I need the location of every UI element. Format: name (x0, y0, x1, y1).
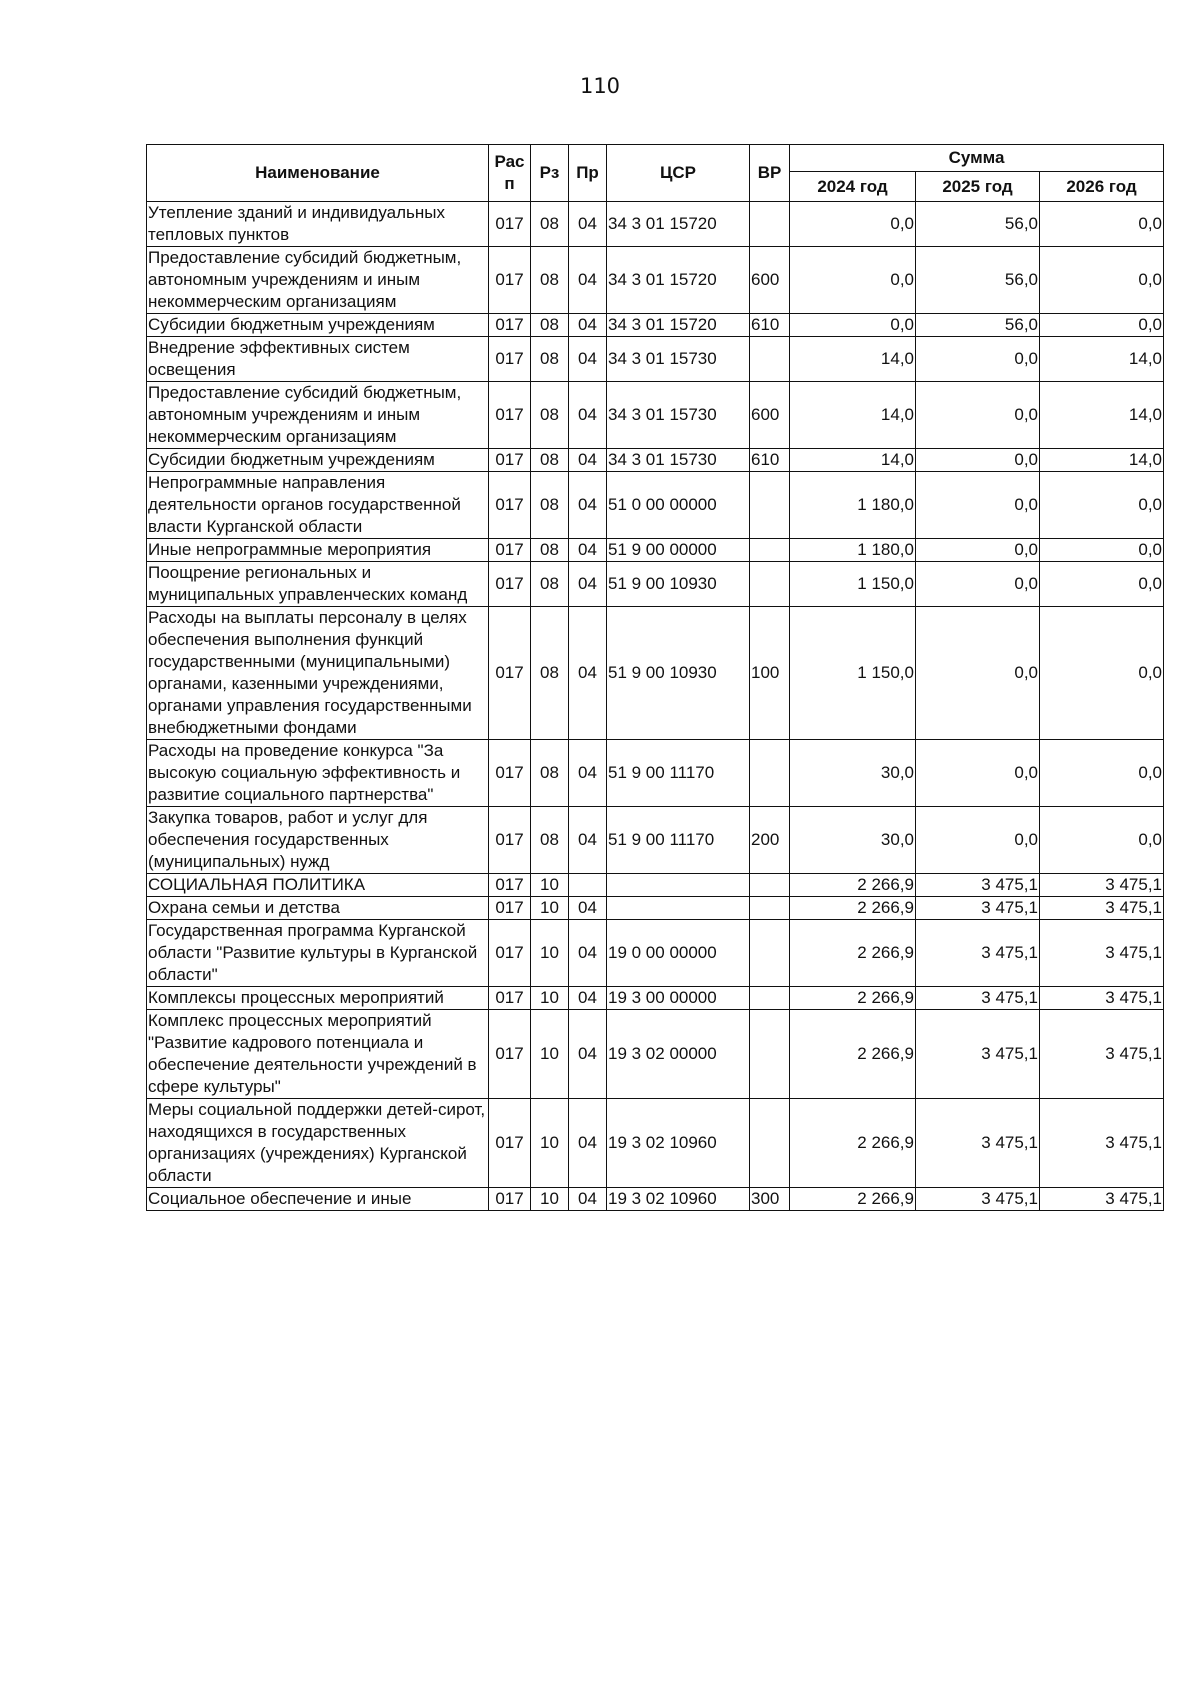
cell-rz: 08 (531, 247, 569, 314)
cell-pr: 04 (569, 897, 607, 920)
cell-2025: 3 475,1 (916, 1188, 1040, 1211)
budget-table (146, 144, 1164, 1211)
cell-2024: 2 266,9 (790, 987, 916, 1010)
page-number: 110 (579, 74, 621, 98)
cell-2024: 2 266,9 (790, 897, 916, 920)
table-row (147, 314, 1164, 337)
cell-rz: 10 (531, 874, 569, 897)
cell-csr: 51 9 00 10930 (607, 562, 750, 607)
cell-2024: 0,0 (790, 314, 916, 337)
cell-pr: 04 (569, 1099, 607, 1188)
header-pr: Пр (569, 145, 607, 202)
table-row (147, 897, 1164, 920)
cell-pr: 04 (569, 382, 607, 449)
cell-2024: 14,0 (790, 449, 916, 472)
cell-csr: 19 3 02 10960 (607, 1099, 750, 1188)
cell-2025: 56,0 (916, 202, 1040, 247)
cell-name: Предоставление субсидий бюджетным, автономным учреждениям и иным некоммерческим организациям (147, 382, 489, 449)
header-vr: ВР (750, 145, 790, 202)
cell-2024: 0,0 (790, 202, 916, 247)
cell-2025: 3 475,1 (916, 987, 1040, 1010)
cell-2025: 0,0 (916, 607, 1040, 740)
cell-rz: 10 (531, 920, 569, 987)
cell-2025: 0,0 (916, 740, 1040, 807)
cell-csr: 34 3 01 15720 (607, 247, 750, 314)
cell-pr: 04 (569, 1010, 607, 1099)
cell-pr: 04 (569, 920, 607, 987)
cell-2026: 3 475,1 (1040, 987, 1164, 1010)
header-year-2026: 2026 год (1040, 172, 1164, 202)
table-row (147, 1010, 1164, 1099)
cell-csr (607, 874, 750, 897)
cell-rasp: 017 (489, 539, 531, 562)
cell-name: Субсидии бюджетным учреждениям (147, 449, 489, 472)
cell-2024: 2 266,9 (790, 1099, 916, 1188)
cell-vr (750, 539, 790, 562)
cell-rasp: 017 (489, 897, 531, 920)
cell-rasp: 017 (489, 874, 531, 897)
cell-pr: 04 (569, 314, 607, 337)
cell-2026: 0,0 (1040, 807, 1164, 874)
cell-2026: 0,0 (1040, 562, 1164, 607)
cell-rz: 10 (531, 1188, 569, 1211)
cell-rz: 08 (531, 807, 569, 874)
cell-vr: 200 (750, 807, 790, 874)
cell-2026: 0,0 (1040, 539, 1164, 562)
table-row (147, 874, 1164, 897)
cell-2025: 3 475,1 (916, 920, 1040, 987)
cell-name: Расходы на проведение конкурса "За высокую социальную эффективность и развитие социального партнерства" (147, 740, 489, 807)
cell-vr (750, 202, 790, 247)
cell-csr: 51 0 00 00000 (607, 472, 750, 539)
cell-vr (750, 1099, 790, 1188)
cell-2024: 0,0 (790, 247, 916, 314)
cell-rasp: 017 (489, 920, 531, 987)
table-row (147, 562, 1164, 607)
cell-csr: 19 3 02 00000 (607, 1010, 750, 1099)
cell-rasp: 017 (489, 382, 531, 449)
cell-2024: 30,0 (790, 740, 916, 807)
cell-2025: 0,0 (916, 472, 1040, 539)
cell-vr (750, 472, 790, 539)
cell-2024: 14,0 (790, 382, 916, 449)
cell-rasp: 017 (489, 1188, 531, 1211)
cell-rasp: 017 (489, 247, 531, 314)
cell-vr (750, 920, 790, 987)
cell-pr: 04 (569, 1188, 607, 1211)
cell-csr: 34 3 01 15720 (607, 202, 750, 247)
table-row (147, 337, 1164, 382)
cell-pr: 04 (569, 740, 607, 807)
table-row (147, 1188, 1164, 1211)
cell-vr (750, 987, 790, 1010)
cell-name: Социальное обеспечение и иные (147, 1188, 489, 1211)
header-name: Наименование (147, 145, 489, 202)
cell-vr (750, 337, 790, 382)
cell-csr: 34 3 01 15720 (607, 314, 750, 337)
table-row (147, 382, 1164, 449)
cell-rz: 08 (531, 449, 569, 472)
cell-csr: 19 3 02 10960 (607, 1188, 750, 1211)
cell-name: Расходы на выплаты персоналу в целях обеспечения выполнения функций государственными (муниципальными) органами, казенными учреждениями, органами управления государственными внебюджетными фондами (147, 607, 489, 740)
cell-csr: 34 3 01 15730 (607, 337, 750, 382)
cell-2026: 3 475,1 (1040, 874, 1164, 897)
cell-name: Меры социальной поддержки детей-сирот, находящихся в государственных организациях (учреждениях) Курганской области (147, 1099, 489, 1188)
cell-2025: 0,0 (916, 807, 1040, 874)
cell-vr (750, 740, 790, 807)
cell-rz: 08 (531, 382, 569, 449)
cell-name: Поощрение региональных и муниципальных управленческих команд (147, 562, 489, 607)
cell-rasp: 017 (489, 807, 531, 874)
cell-2026: 0,0 (1040, 740, 1164, 807)
cell-name: Комплексы процессных мероприятий (147, 987, 489, 1010)
cell-name: СОЦИАЛЬНАЯ ПОЛИТИКА (147, 874, 489, 897)
cell-csr: 19 3 00 00000 (607, 987, 750, 1010)
cell-2026: 0,0 (1040, 314, 1164, 337)
cell-rz: 10 (531, 1010, 569, 1099)
cell-name: Государственная программа Курганской области "Развитие культуры в Курганской области" (147, 920, 489, 987)
cell-vr (750, 562, 790, 607)
cell-rasp: 017 (489, 337, 531, 382)
cell-rasp: 017 (489, 314, 531, 337)
cell-rasp: 017 (489, 449, 531, 472)
cell-name: Закупка товаров, работ и услуг для обеспечения государственных (муниципальных) нужд (147, 807, 489, 874)
cell-name: Комплекс процессных мероприятий "Развитие кадрового потенциала и обеспечение деятельности учреждений в сфере культуры" (147, 1010, 489, 1099)
cell-2025: 3 475,1 (916, 874, 1040, 897)
cell-csr: 51 9 00 10930 (607, 607, 750, 740)
cell-csr: 51 9 00 11170 (607, 807, 750, 874)
cell-name: Субсидии бюджетным учреждениям (147, 314, 489, 337)
cell-name: Предоставление субсидий бюджетным, автономным учреждениям и иным некоммерческим организациям (147, 247, 489, 314)
cell-2024: 2 266,9 (790, 920, 916, 987)
cell-2026: 14,0 (1040, 382, 1164, 449)
cell-2024: 14,0 (790, 337, 916, 382)
cell-vr (750, 897, 790, 920)
cell-2026: 3 475,1 (1040, 1188, 1164, 1211)
cell-rz: 08 (531, 314, 569, 337)
cell-2024: 1 180,0 (790, 472, 916, 539)
table-row (147, 472, 1164, 539)
cell-rz: 08 (531, 740, 569, 807)
cell-rz: 10 (531, 987, 569, 1010)
cell-2024: 1 150,0 (790, 562, 916, 607)
cell-pr: 04 (569, 987, 607, 1010)
cell-2025: 0,0 (916, 449, 1040, 472)
cell-pr: 04 (569, 449, 607, 472)
cell-2025: 0,0 (916, 337, 1040, 382)
table-row (147, 607, 1164, 740)
cell-vr: 100 (750, 607, 790, 740)
cell-csr: 19 0 00 00000 (607, 920, 750, 987)
cell-pr (569, 874, 607, 897)
cell-2024: 2 266,9 (790, 1010, 916, 1099)
cell-rz: 10 (531, 1099, 569, 1188)
table-row (147, 1099, 1164, 1188)
cell-pr: 04 (569, 607, 607, 740)
cell-2024: 2 266,9 (790, 874, 916, 897)
cell-name: Охрана семьи и детства (147, 897, 489, 920)
cell-rasp: 017 (489, 607, 531, 740)
cell-2025: 3 475,1 (916, 1010, 1040, 1099)
cell-2025: 0,0 (916, 382, 1040, 449)
table-row (147, 202, 1164, 247)
cell-2025: 0,0 (916, 539, 1040, 562)
cell-rz: 08 (531, 202, 569, 247)
cell-2026: 14,0 (1040, 449, 1164, 472)
cell-name: Внедрение эффективных систем освещения (147, 337, 489, 382)
cell-2025: 3 475,1 (916, 897, 1040, 920)
table-row (147, 449, 1164, 472)
cell-pr: 04 (569, 202, 607, 247)
cell-2025: 56,0 (916, 247, 1040, 314)
cell-rz: 08 (531, 562, 569, 607)
table-row (147, 987, 1164, 1010)
cell-2026: 3 475,1 (1040, 897, 1164, 920)
cell-2026: 3 475,1 (1040, 1010, 1164, 1099)
cell-2024: 30,0 (790, 807, 916, 874)
cell-2026: 3 475,1 (1040, 920, 1164, 987)
cell-2026: 0,0 (1040, 607, 1164, 740)
cell-2026: 0,0 (1040, 247, 1164, 314)
cell-csr: 34 3 01 15730 (607, 449, 750, 472)
cell-pr: 04 (569, 472, 607, 539)
cell-rz: 10 (531, 897, 569, 920)
table-row (147, 539, 1164, 562)
cell-rz: 08 (531, 539, 569, 562)
cell-2024: 2 266,9 (790, 1188, 916, 1211)
cell-rasp: 017 (489, 562, 531, 607)
cell-rz: 08 (531, 337, 569, 382)
cell-2025: 0,0 (916, 562, 1040, 607)
cell-rasp: 017 (489, 472, 531, 539)
cell-name: Иные непрограммные мероприятия (147, 539, 489, 562)
cell-rz: 08 (531, 607, 569, 740)
cell-2026: 0,0 (1040, 202, 1164, 247)
cell-rz: 08 (531, 472, 569, 539)
header-sum: Сумма (790, 145, 1164, 172)
cell-2025: 56,0 (916, 314, 1040, 337)
cell-rasp: 017 (489, 202, 531, 247)
table-row (147, 807, 1164, 874)
header-csr: ЦСР (607, 145, 750, 202)
cell-csr (607, 897, 750, 920)
cell-2024: 1 180,0 (790, 539, 916, 562)
table-row (147, 740, 1164, 807)
cell-rasp: 017 (489, 1099, 531, 1188)
cell-pr: 04 (569, 562, 607, 607)
cell-pr: 04 (569, 539, 607, 562)
cell-2026: 14,0 (1040, 337, 1164, 382)
cell-vr: 600 (750, 382, 790, 449)
cell-2026: 3 475,1 (1040, 1099, 1164, 1188)
header-year-2024: 2024 год (790, 172, 916, 202)
header-year-2025: 2025 год (916, 172, 1040, 202)
table-row (147, 247, 1164, 314)
header-rz: Рз (531, 145, 569, 202)
cell-name: Утепление зданий и индивидуальных тепловых пунктов (147, 202, 489, 247)
cell-name: Непрограммные направления деятельности органов государственной власти Курганской области (147, 472, 489, 539)
cell-pr: 04 (569, 337, 607, 382)
table-header (147, 145, 1164, 202)
cell-csr: 34 3 01 15730 (607, 382, 750, 449)
cell-rasp: 017 (489, 740, 531, 807)
cell-vr: 610 (750, 449, 790, 472)
table-row (147, 920, 1164, 987)
cell-2025: 3 475,1 (916, 1099, 1040, 1188)
cell-2026: 0,0 (1040, 472, 1164, 539)
cell-vr: 600 (750, 247, 790, 314)
cell-pr: 04 (569, 247, 607, 314)
cell-csr: 51 9 00 11170 (607, 740, 750, 807)
table-body (147, 202, 1164, 1211)
cell-vr: 300 (750, 1188, 790, 1211)
cell-rasp: 017 (489, 1010, 531, 1099)
cell-pr: 04 (569, 807, 607, 874)
cell-vr (750, 874, 790, 897)
cell-rasp: 017 (489, 987, 531, 1010)
cell-csr: 51 9 00 00000 (607, 539, 750, 562)
header-rasp: Рас п (489, 145, 531, 202)
cell-2024: 1 150,0 (790, 607, 916, 740)
cell-vr: 610 (750, 314, 790, 337)
cell-vr (750, 1010, 790, 1099)
